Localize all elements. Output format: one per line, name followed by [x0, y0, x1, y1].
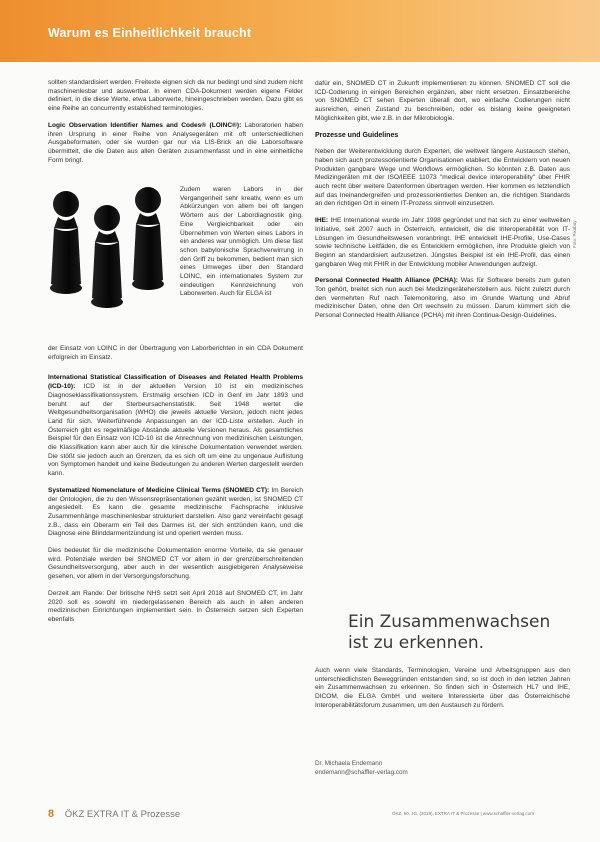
author-email[interactable]: endemann@schaffler-verlag.com [315, 769, 408, 776]
ihe-body: IHE International wurde im Jahr 1998 gegründet und hat sich zu einer weltweiten Initiative, seit 2007 auch in Österreich, entwickelt, die die Interoperabilität von IT-Lösungen im Gesundheitswesen voranbringt. IHE entwickelt IHE-Profile, Use-Cases sowie technische Leitfäden, die es Entwicklern ermöglichen, ihre Produkte gleich von Beginn an standardisiert aufzusetzen. Jüngstes Beispiel ist ein IHE-Profil, das einen gangbaren Weg mit FHIR in der Entwicklung mobiler Anwendungen aufzeigt. [315, 217, 570, 268]
footer-right: ÖKZ, 60. JG. (2019), EXTRA IT & Prozesse | www.schaffler-verlag.com [392, 811, 535, 816]
pcha-heading: Personal Connected Health Alliance (PCHA): [315, 277, 458, 285]
loinc-top-text: Laboratorien haben ihren Ursprung in einer Reihe von Analysegeräten mit oft unterschiedlichen Ausgabeformaten, oder sie wurden gar nur via LIS-Brick an die Laborsoftware übermittelt, die die Daten aus allen Geräten zusammenfasst und in eine einheitliche Form bringt. [48, 121, 303, 164]
left-column [48, 79, 303, 165]
footer-section: ÖKZ EXTRA IT & Prozesse [64, 809, 181, 820]
pcha-paragraph [315, 277, 570, 321]
author-name: Dr. Michaela Endemann [315, 760, 383, 767]
intro-paragraph: sollten standardisiert werden. Freitexte eignen sich da nur bedingt und sind zudem nicht maschinenlesbar und auswertbar. In einem CDA-Dokument werden eigene Felder definiert, in die diese Werte, etwa Laborwerte, hineingeschrieben werden. Dazu gibt es eine Reihe an concurrently established terminologies. [48, 79, 303, 113]
icd-body: ICD ist in der aktuellen Version 10 ist ein medizinisches Diagnoseklassifikationssystem. Erstmalig erschien ICD in Genf im Jahr 1893 und beruht auf der Sterbeursachenstatistik. Seit 1948 wertet die Weltgesundheitsorganisation (WHO) die jeweils aktuelle Version, jedoch nicht jedes Land für sich. Weiterführende Anpassungen an der ICD-Liste erstellen. Auch in Österreich gibt es regelmäßige Abstände aktuelle Versionen heraus. Als gesamtliches Beispiel für den Einsatz von ICD-10 ist die Anrechnung von medizinischen Leistungen, die Klassifikation kann aber auch für die klinische Dokumentation verwendet werden. Die stößt sie jedoch auch an Grenzen, da es sich oft um eine zu ungenaue Auflistung von Symptomen handelt und keine Bedeutungen zu anderen Werten dargestellt werden kann. [48, 383, 303, 478]
game-pieces-figure [48, 184, 170, 334]
snomed-paragraph [48, 487, 303, 539]
benefits-paragraph: Dies bedeutet für die medizinische Dokumentation enorme Vorteile, da sie genauer wird. Potenziale werden bei SNOMED CT vor allem in der grenzüberschreitenden Gesundheitsversorgung, aber auch in der wesentlich ausgiebigeren Analyseweise gesehen, vor allem in der Versorgungsforschung. [48, 547, 303, 581]
snomed-heading: Systematized Nomenclature of Medicine Clinical Terms (SNOMED CT): [48, 486, 270, 494]
pcha-body: Was für Software bereits zum guten Ton gehört, breitet sich nun auch bei Medizingeräteherstellern aus. Nicht zuletzt durch den vermehrten Ruf nach Telemonitoring, also im Grunde Wartung und Abruf medizinischer Daten, ohne den Ort wechseln zu müssen. Darum kümmert sich die Personal Connected Health Alliance (PCHA) mit ihren Continua-Design-Guidelines. [315, 277, 570, 320]
right-column [315, 80, 570, 329]
header-band [0, 0, 600, 62]
footer-left [48, 808, 180, 820]
loinc-side-text-block [180, 186, 303, 307]
author-block [315, 759, 408, 777]
loinc-side-text: Zudem waren Labors in der Vergangenheit sehr kreativ, wenn es um Abkürzungen von allem bei oft langen Wörtern aus der Labordiagnostik ging. Eine Vergleichbarkeit oder ein Übernehmen von Werten eines Labors in ein anderes war unmöglich. Um diese fast schon babylonische Sprachverwirrung in den Griff zu bekommen, bedient man sich eines Umweges über den Standard LOINC, ein internationales System zur eindeutigen Kennzeichnung von Laborwerten. Auch für ELGA ist [180, 186, 303, 298]
loinc-end-text: der Einsatz von LOINC in der Übertragung von Laborberichten in ein CDA Dokument erfolgreich im Einsatz. [48, 345, 303, 361]
page-number: 8 [48, 808, 55, 820]
left-column-lower [48, 345, 303, 633]
photo-credit: Foto: Pixabay [572, 220, 577, 248]
pawn-figures-image [48, 184, 170, 334]
loinc-paragraph [48, 122, 303, 166]
icd-heading: International Statistical Classification of Diseases and Related Health Problems (ICD-10): [48, 374, 303, 391]
snomed-body: Im Bereich der Ontologien, die zu den Wissensrepräsentationen gezählt werden, ist SNOMED CT angesiedelt. Es kann die gesamte medizinische Fachsprache inklusive Zusammenhänge maschinenlesbar strukturiert darstellen. Also ganz vereinfacht gesagt z.B., dass ein Oberarm ein Teil des Darmes ist, der sich entzünden kann, und die Diagnose eine Blinddarmentzündung ist und operiert werden muss. [48, 486, 303, 538]
icd-paragraph [48, 374, 303, 478]
ihe-heading: IHE: [315, 217, 329, 225]
right-intro-paragraph: dafür ein, SNOMED CT in Zukunft implementieren zu können. SNOMED CT soll die ICD-Codierung in einigen Bereichen ergänzen, aber nicht ersetzen. Einsatzbereiche von SNOMED CT sehen Experten überall dort, wo einfache Codierungen nicht ausreichen, einen Zustand zu beschreiben, oder es bislang keine geeigneten Möglichkeiten gibt, wie z.B. in der Mikrobiologie. [315, 80, 570, 122]
closing-paragraph: Auch wenn viele Standards, Terminologien, Vereine und Arbeitsgruppen aus den unterschiedlichsten Beweggründen entstanden sind, so ist doch in den letzten Jahren ein Zusammenwachsen zu erkennen. So finden sich in Österreich HL7 und IHE, DICOM, die ELGA GmbH und weitere Interessierte über das Österreichische Interoperabilitätsforum zusammen, um den Austausch zu fördern. [315, 667, 570, 709]
ihe-paragraph [315, 217, 570, 269]
section-title: Warum es Einheitlichkeit braucht [48, 26, 252, 40]
loinc-heading: Logic Observation Identifier Names and Codes® (LOINC®): [48, 121, 242, 129]
process-heading: Prozesse und Guidelines [315, 131, 399, 139]
pull-quote: Ein Zusammenwachsen ist zu erkennen. [348, 612, 551, 653]
nhs-paragraph: Derzeit am Rande: Der britische NHS setzt seit April 2018 auf SNOMED CT, im Jahr 2020 soll es sowohl im niedergelassenen Bereich als auch in allen anderen medizinischen Einrichtungen implementiert sein. In Österreich setzen sich Experten ebenfalls [48, 589, 303, 623]
closing-block [315, 667, 570, 719]
process-paragraph: Neben der Weiterentwicklung durch Experten, die weltweit längere Austausch stehen, haben sich auch prozessorientierte Organisationen etabliert, die Entwicklern von neuen Produkten gangbare Wege und Workflows ermöglichen. So könnten z.B. Daten aus Medizingeräten mit der ISO/IEEE 11073 "medical device interoperability" über FHIR auch recht über weitere Datenformen übertragen werden. Hier kommen es letztendlich auf das Ineinandergreifen und prozessorientiertes Denken an, die richtigen Standards an den richtigen Ort in einem IT-Prozess sinnvoll einzusetzen. [315, 148, 570, 208]
